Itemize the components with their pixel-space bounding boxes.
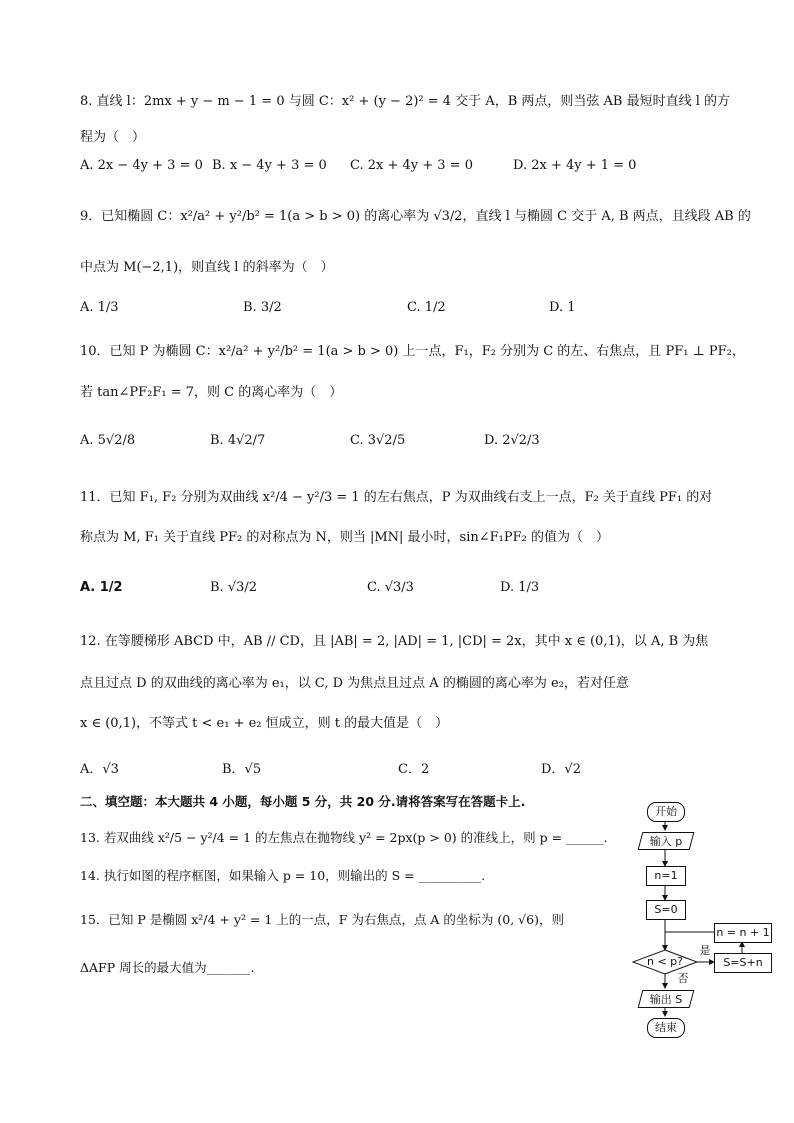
q11-option-d: D. 1/3 xyxy=(500,580,540,595)
flow-n-init: n=1 xyxy=(646,866,686,886)
q8-line1: 8. 直线 l：2mx + y − m − 1 = 0 与圆 C：x² + (y − 2)² = 4 交于 A，B 两点，则当弦 AB 最短时直线 l 的方 xyxy=(80,94,731,109)
flow-input-label: 输入 p xyxy=(649,835,682,848)
q12-option-a: A．√3 xyxy=(80,762,119,777)
q8-option-c: C. 2x + 4y + 3 = 0 xyxy=(350,158,473,173)
q9-option-d: D. 1 xyxy=(549,300,576,315)
q11-line2: 称点为 M, F₁ 关于直线 PF₂ 的对称点为 N，则当 |MN| 最小时，sin∠F₁PF₂ 的值为（ ） xyxy=(80,530,609,545)
q12-option-c: C．2 xyxy=(398,762,430,777)
q10-option-b: B. 4√2/7 xyxy=(210,433,266,448)
q15-line1: 15．已知 P 是椭圆 x²/4 + y² = 1 上的一点，F 为右焦点，点 A 的坐标为 (0, √6)，则 xyxy=(80,912,564,927)
flow-update-n: n = n + 1 xyxy=(714,923,772,943)
flow-end: 结束 xyxy=(647,1018,685,1038)
q9-option-a: A. 1/3 xyxy=(80,300,119,315)
flow-update-s: S=S+n xyxy=(714,953,772,973)
q8-option-a: A. 2x − 4y + 3 = 0 xyxy=(80,158,203,173)
q9-option-b: B. 3/2 xyxy=(243,300,282,315)
q8-option-d: D. 2x + 4y + 1 = 0 xyxy=(513,158,637,173)
q11-option-c: C. √3/3 xyxy=(367,580,414,595)
q10-line1: 10．已知 P 为椭圆 C：x²/a² + y²/b² = 1(a > b > 0) 上一点，F₁，F₂ 分别为 C 的左、右焦点，且 PF₁ ⊥ PF₂， xyxy=(80,344,745,359)
flow-s-init: S=0 xyxy=(646,900,686,920)
q12-option-b: B．√5 xyxy=(222,762,262,777)
flow-input xyxy=(638,832,695,850)
q11-option-b: B. √3/2 xyxy=(210,580,258,595)
flow-yes-label: 是 xyxy=(699,944,711,957)
section-heading-fill-blank: 二、填空题：本大题共 4 小题，每小题 5 分，共 20 分.请将答案写在答题卡上. xyxy=(80,794,526,809)
q15-line2: ΔAFP 周长的最大值为_______. xyxy=(80,960,255,975)
flow-condition: n < p? xyxy=(646,955,683,968)
q14-text: 14. 执行如图的程序框图，如果输入 p = 10，则输出的 S = __________. xyxy=(80,868,486,883)
q9-line2: 中点为 M(−2,1)，则直线 l 的斜率为（ ） xyxy=(80,260,334,275)
q13-text: 13. 若双曲线 x²/5 − y²/4 = 1 的左焦点在抛物线 y² = 2px(p > 0) 的准线上，则 p = ______. xyxy=(80,830,608,845)
flow-no-label: 否 xyxy=(677,972,689,985)
q8-option-b: B. x − 4y + 3 = 0 xyxy=(212,158,327,173)
q10-option-a: A. 5√2/8 xyxy=(80,433,136,448)
flowchart xyxy=(630,800,780,1040)
q10-option-c: C. 3√2/5 xyxy=(350,433,406,448)
q10-option-d: D. 2√2/3 xyxy=(484,433,540,448)
flow-start: 开始 xyxy=(647,802,685,822)
q12-line3: x ∈ (0,1)，不等式 t < e₁ + e₂ 恒成立，则 t 的最大值是（ ） xyxy=(80,716,449,731)
q10-line2: 若 tan∠PF₂F₁ = 7，则 C 的离心率为（ ） xyxy=(80,385,343,400)
q8-line2: 程为（ ） xyxy=(80,130,146,145)
q11-line1: 11．已知 F₁, F₂ 分别为双曲线 x²/4 − y²/3 = 1 的左右焦点，P 为双曲线右支上一点，F₂ 关于直线 PF₁ 的对 xyxy=(80,490,713,505)
q12-option-d: D．√2 xyxy=(541,762,581,777)
flow-output xyxy=(638,990,695,1008)
q12-line2: 点且过点 D 的双曲线的离心率为 e₁，以 C, D 为焦点且过点 A 的椭圆的离心率为 e₂，若对任意 xyxy=(80,676,629,691)
q11-option-a: A. 1/2 xyxy=(80,580,123,595)
q12-line1: 12. 在等腰梯形 ABCD 中，AB // CD，且 |AB| = 2, |AD| = 1, |CD| = 2x，其中 x ∈ (0,1)，以 A, B 为焦 xyxy=(80,634,709,649)
q9-line1: 9．已知椭圆 C：x²/a² + y²/b² = 1(a > b > 0) 的离心率为 √3/2，直线 l 与椭圆 C 交于 A, B 两点，且线段 AB 的 xyxy=(80,209,751,224)
flow-output-label: 输出 S xyxy=(649,993,682,1006)
q9-option-c: C. 1/2 xyxy=(407,300,446,315)
